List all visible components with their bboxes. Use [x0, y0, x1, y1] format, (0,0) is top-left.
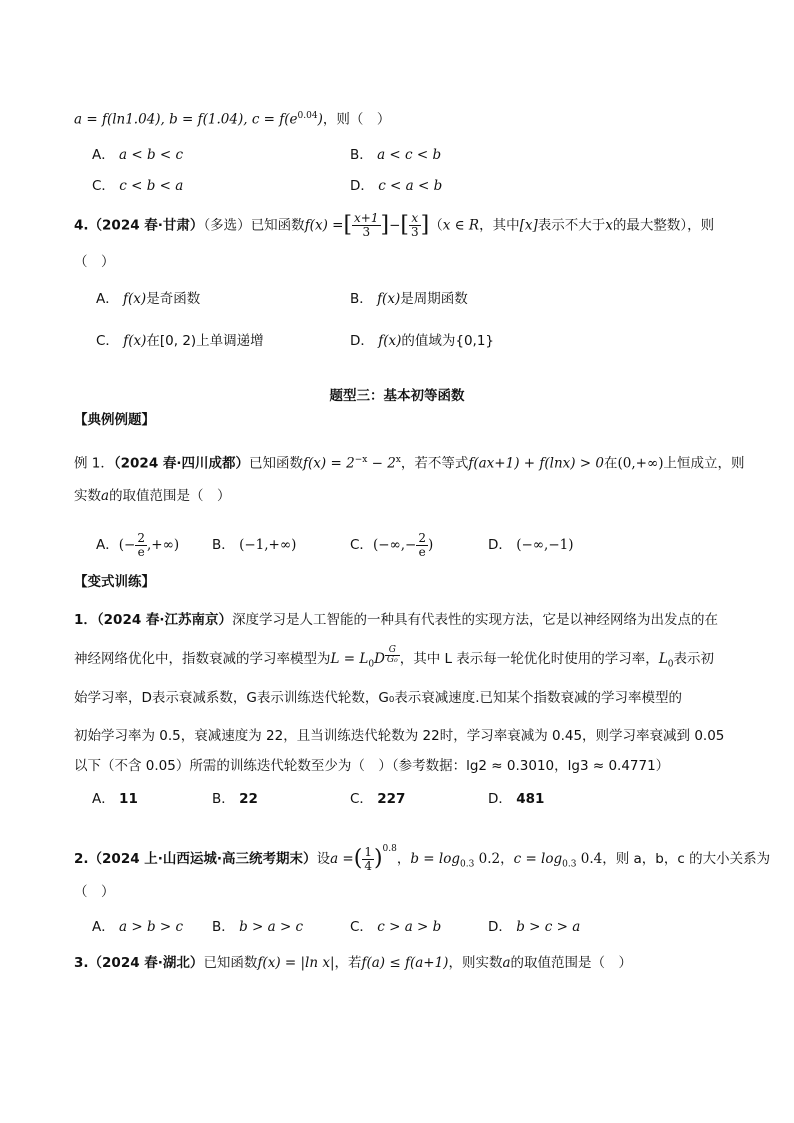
- ex1-inequality: f(ax+1) + f(lnx) > 0: [468, 455, 605, 472]
- q3-option-c[interactable]: [92, 176, 183, 196]
- option-fraction: [416, 532, 428, 559]
- q4-answer-paren: （ ）: [74, 254, 115, 270]
- t1-formula: L = L: [330, 651, 369, 667]
- ex1-option-b[interactable]: [212, 535, 296, 555]
- ex1-func: f(x) = 2: [303, 455, 355, 472]
- t1-source: （2024 春·江苏南京）: [96, 612, 233, 628]
- example-header: 【典例例题】: [74, 412, 155, 428]
- q4-var: x: [605, 217, 613, 234]
- q4-domain: x ∈ R: [442, 217, 480, 234]
- left-bracket: [: [343, 212, 353, 238]
- q4-option-d[interactable]: [350, 331, 494, 351]
- q3-tail-text: ，则（ ）: [322, 111, 391, 128]
- option-expr: (−∞,−: [372, 537, 417, 553]
- option-text: 是奇函数: [146, 291, 201, 307]
- option-label: B．: [212, 919, 235, 935]
- q4-floor-notation: [x]: [519, 217, 538, 234]
- option-label: D．: [350, 333, 374, 349]
- option-label: C．: [350, 919, 373, 935]
- t2-option-c[interactable]: [350, 917, 441, 937]
- t3-text: 已知函数: [203, 955, 258, 971]
- option-expr: 227: [377, 791, 406, 807]
- t3-func: f(x) = |ln x|: [257, 955, 335, 971]
- option-fraction: [135, 532, 147, 559]
- option-expr: f(x): [377, 291, 401, 307]
- option-label: B．: [350, 291, 373, 307]
- ex1-text: 的取值范围是（ ）: [109, 488, 231, 504]
- t1-option-a[interactable]: [92, 789, 138, 809]
- ex1-text: 已知函数: [249, 455, 304, 472]
- t1-option-b[interactable]: [212, 789, 258, 809]
- t2-option-a[interactable]: [92, 917, 183, 937]
- option-expr: a < c < b: [377, 147, 442, 163]
- t1-exponent-fraction: [385, 646, 400, 665]
- t2-option-b[interactable]: [212, 917, 303, 937]
- t2-text: 设: [316, 851, 331, 867]
- option-expr: (−∞,−1): [516, 537, 574, 553]
- q4-text: ，其中: [479, 217, 520, 234]
- t2-number: 2.: [74, 851, 89, 867]
- option-expr: c < a < b: [378, 178, 443, 194]
- fraction-numerator: G: [385, 646, 400, 656]
- option-expr: 481: [516, 791, 545, 807]
- option-expr: b > c > a: [516, 919, 581, 935]
- ex1-exponent: −x: [354, 455, 368, 465]
- option-expr: 11: [119, 791, 138, 807]
- option-expr: c < b < a: [119, 178, 184, 194]
- fraction-denominator: 4: [364, 858, 372, 873]
- q4-func: f(x) =: [304, 217, 344, 234]
- option-expr: f(x): [123, 291, 147, 307]
- q3-option-b[interactable]: [350, 145, 441, 165]
- option-expr: 22: [239, 791, 258, 807]
- t1-text: 神经网络优化中，指数衰减的学习率模型为: [74, 651, 331, 667]
- option-label: A．: [92, 147, 115, 163]
- t2-source: （2024 上·山西运城·高三统考期末）: [88, 851, 317, 867]
- t1-stem-line5: 以下（不含 0.05）所需的训练迭代轮数至少为（ ）（参考数据：lg2 ≈ 0.3010，lg3 ≈ 0.4771）: [74, 758, 670, 774]
- option-text: 在[0, 2)上单调递增: [146, 333, 264, 349]
- t1-formula: D: [374, 651, 385, 667]
- q4-option-a[interactable]: [96, 289, 200, 309]
- training-header: 【变式训练】: [74, 574, 155, 590]
- q3-option-a[interactable]: [92, 145, 183, 165]
- q4-option-b[interactable]: [350, 289, 468, 309]
- minus-sign: −: [389, 217, 401, 234]
- t1-stem-line4: 初始学习率为 0.5，衰减速度为 22，且当训练迭代轮数为 22时，学习率衰减为 0.45，则学习率衰减到 0.05: [74, 728, 725, 744]
- q3-math-close: ): [317, 111, 323, 128]
- right-bracket: ]: [380, 212, 390, 238]
- option-label: A．: [92, 791, 115, 807]
- q4-text: 已知函数: [250, 217, 305, 234]
- right-bracket: ]: [420, 212, 430, 238]
- t2-text: ，: [396, 851, 411, 867]
- option-label: A．: [92, 919, 115, 935]
- fraction-numerator: 2: [418, 530, 427, 545]
- t2-stem: [74, 834, 770, 880]
- t1-subscript: 0: [667, 659, 674, 670]
- ex1-text: 上恒成立，则: [663, 455, 745, 472]
- ex1-func-mid: − 2: [367, 455, 396, 472]
- t2-text: ，则 a，b，c 的大小关系为: [602, 851, 771, 867]
- q4-number: 4.: [74, 217, 89, 234]
- option-expr: (−: [118, 537, 136, 553]
- t1-option-d[interactable]: [488, 789, 544, 809]
- ex1-option-d[interactable]: [488, 535, 574, 555]
- t3-text: 的取值范围是（ ）: [510, 955, 633, 971]
- left-bracket: [: [400, 212, 409, 238]
- q3-condition: [74, 106, 390, 130]
- t2-text: ，: [500, 851, 514, 867]
- t2-math: c = log: [513, 851, 563, 867]
- option-expr: a < b < c: [119, 147, 184, 163]
- t2-math: 0.2: [474, 851, 501, 867]
- q4-text: 表示不大于: [537, 217, 606, 234]
- t3-text: ，若: [334, 955, 362, 971]
- t1-stem-line2: [74, 646, 714, 678]
- q4-text: （: [429, 217, 443, 234]
- option-label: C．: [350, 791, 373, 807]
- right-paren: ): [373, 846, 383, 871]
- option-label: D．: [350, 178, 374, 194]
- q4-text: 的最大整数），则: [612, 217, 715, 234]
- t3-text: ，则实数: [448, 955, 503, 971]
- t2-log-base: 0.3: [460, 859, 475, 870]
- option-text: 是周期函数: [400, 291, 468, 307]
- q3-exponent: 0.04: [297, 111, 318, 121]
- option-label: D．: [488, 919, 512, 935]
- ex1-source: （2024 春·四川成都）: [113, 455, 250, 472]
- fraction-numerator: 1: [364, 844, 372, 859]
- t1-text: 表示初: [673, 651, 715, 667]
- t3-stem: [74, 953, 632, 973]
- fraction-denominator: e: [418, 544, 426, 559]
- option-text: 的值域为{0,1}: [401, 333, 495, 349]
- section-title: 题型三：基本初等函数: [329, 388, 465, 404]
- t1-text: 深度学习是人工智能的一种具有代表性的实现方法，它是以神经网络为出发点的在: [232, 612, 719, 628]
- t1-text: ，其中 L 表示每一轮优化时使用的学习率，: [399, 651, 659, 667]
- q4-fraction-1: [352, 212, 380, 239]
- t1-option-c[interactable]: [350, 789, 405, 809]
- option-label: C．: [92, 178, 115, 194]
- ex1-stem: [74, 450, 745, 474]
- t1-stem-line3: 始学习率，D表示衰减系数，G表示训练迭代轮数，G₀表示衰减速度.已知某个指数衰减的学习率模型的: [74, 690, 683, 706]
- ex1-text: 在: [604, 455, 618, 472]
- fraction-denominator: G₀: [386, 655, 398, 665]
- fraction-numerator: x: [409, 212, 421, 226]
- ex1-option-a[interactable]: [96, 530, 179, 560]
- q4-kind: （多选）: [203, 217, 251, 234]
- q4-stem: [74, 212, 714, 239]
- t3-source: （2024 春·湖北）: [88, 955, 204, 971]
- t1-subscript: 0: [368, 659, 375, 670]
- ex1-interval: (0,+∞): [617, 455, 664, 472]
- t3-var: a: [502, 955, 511, 971]
- q3-math: a = f(ln1.04), b = f(1.04), c = f(e: [74, 111, 298, 128]
- ex1-text: ，若不等式: [400, 455, 469, 472]
- option-label: B．: [350, 147, 373, 163]
- t2-option-d[interactable]: [488, 917, 580, 937]
- t2-fraction: [362, 846, 374, 873]
- option-expr: ,+∞): [146, 537, 180, 553]
- ex1-stem-line2: [74, 486, 231, 506]
- option-label: D．: [488, 791, 512, 807]
- t2-exponent: 0.8: [382, 844, 397, 854]
- q4-option-c[interactable]: [96, 331, 264, 351]
- fraction-denominator: 3: [411, 225, 419, 239]
- option-label: A．: [96, 291, 119, 307]
- t2-log-base: 0.3: [562, 859, 577, 870]
- fraction-denominator: 3: [362, 225, 371, 239]
- option-label: C．: [96, 333, 119, 349]
- q4-fraction-2: [409, 212, 421, 239]
- ex1-prefix: 例 1．: [74, 455, 114, 472]
- option-expr: ): [428, 537, 434, 553]
- t3-inequality: f(a) ≤ f(a+1): [361, 955, 449, 971]
- t2-math: b = log: [410, 851, 460, 867]
- option-label: D．: [488, 537, 512, 553]
- ex1-option-c[interactable]: [350, 530, 433, 560]
- option-expr: f(x): [378, 333, 402, 349]
- option-expr: a > b > c: [119, 919, 184, 935]
- ex1-var: a: [101, 488, 110, 504]
- fraction-numerator: x+1: [354, 211, 379, 225]
- option-expr: f(x): [123, 333, 147, 349]
- q3-option-d[interactable]: [350, 176, 442, 196]
- option-expr: (−1,+∞): [239, 537, 297, 553]
- t1-stem-line1: [74, 610, 718, 630]
- option-label: B．: [212, 791, 235, 807]
- ex1-exponent: x: [395, 455, 401, 465]
- ex1-text: 实数: [74, 488, 101, 504]
- option-label: C．: [350, 537, 373, 553]
- option-label: B．: [212, 537, 235, 553]
- fraction-numerator: 2: [137, 530, 145, 545]
- t2-math: 0.4: [576, 851, 603, 867]
- option-expr: c > a > b: [377, 919, 442, 935]
- t1-number: 1．: [74, 612, 97, 628]
- t1-var: L: [658, 651, 668, 667]
- left-paren: (: [353, 846, 363, 871]
- q4-source: （2024 春·甘肃）: [88, 217, 204, 234]
- option-expr: b > a > c: [239, 919, 304, 935]
- option-label: A．: [96, 537, 119, 553]
- t2-answer-paren: （ ）: [74, 884, 115, 900]
- t3-number: 3.: [74, 955, 89, 971]
- t2-math: a =: [330, 851, 354, 867]
- fraction-denominator: e: [137, 544, 145, 559]
